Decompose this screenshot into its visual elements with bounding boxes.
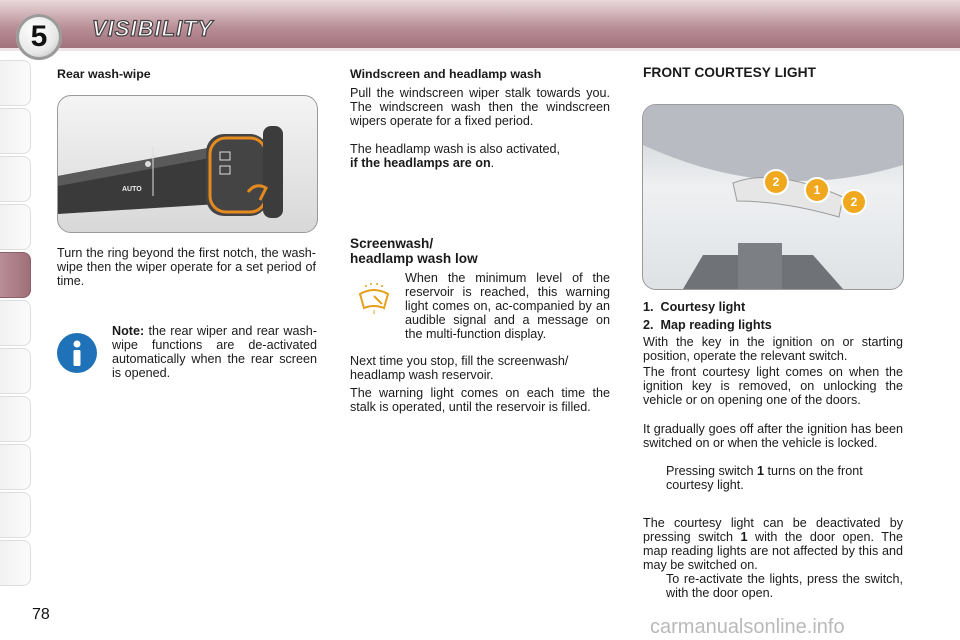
- screenwash-heading: [350, 236, 478, 266]
- screenwash-heading-line2: headlamp wash low: [350, 251, 478, 266]
- chapter-tab[interactable]: [0, 540, 31, 586]
- courtesy-bullet-1: [643, 464, 903, 492]
- bullet-2-text: To re-activate the lights, press the switch, with the door open.: [666, 572, 903, 600]
- chapter-tab[interactable]: [0, 156, 31, 202]
- chapter-tab[interactable]: [0, 396, 31, 442]
- list-item: [643, 318, 903, 332]
- chapter-number: 5: [30, 20, 48, 53]
- courtesy-para1: With the key in the ignition on or starting position, operate the relevant switch.: [643, 335, 903, 363]
- chapter-tab[interactable]: [0, 348, 31, 394]
- chapter-badge: [16, 14, 62, 60]
- courtesy-bullet-2: [643, 572, 903, 600]
- chapter-tab[interactable]: [0, 444, 31, 490]
- watermark: carmanualsonline.info: [650, 616, 845, 638]
- courtesy-light-photo: [642, 104, 904, 290]
- windscreen-wash-para1: Pull the windscreen wiper stalk towards you. The windscreen wash then the windscreen wipers operate for a fixed period.: [350, 86, 610, 128]
- para2-bold: if the headlamps are on: [350, 156, 491, 170]
- screenwash-heading-line1: Screenwash/: [350, 236, 434, 251]
- para4-pre: The courtesy light can be deactivated by pressing switch: [643, 516, 903, 544]
- chapter-tab[interactable]: [0, 108, 31, 154]
- chapter-tab-active[interactable]: [0, 252, 31, 298]
- chapter-tab[interactable]: [0, 300, 31, 346]
- marker-2-right: 2: [841, 189, 867, 215]
- auto-label: AUTO: [122, 186, 142, 193]
- courtesy-light-list: [643, 300, 903, 332]
- para4-bold: 1: [740, 530, 748, 544]
- wiper-stalk-drawing: [58, 96, 317, 232]
- washer-fluid-warning-icon: [356, 282, 392, 316]
- marker-2-left: 2: [763, 169, 789, 195]
- stalk-arrow-label: ◀◀: [250, 126, 263, 135]
- courtesy-para3: It gradually goes off after the ignition has been switched on or when the vehicle is locked.: [643, 422, 903, 450]
- chapter-tabs: [0, 60, 34, 580]
- marker-1: 1: [804, 177, 830, 203]
- para2-text: The headlamp wash is also activated,: [350, 142, 561, 156]
- page-number: 78: [32, 606, 50, 623]
- rear-wash-wipe-heading: Rear wash-wipe: [57, 67, 151, 81]
- screenwash-para3: Next time you stop, fill the screenwash/ headlamp wash reservoir.: [350, 354, 569, 382]
- windscreen-wash-heading: Windscreen and headlamp wash: [350, 67, 542, 81]
- list-label: Courtesy light: [660, 300, 746, 314]
- rear-wash-wipe-text: Turn the ring beyond the first notch, the wash-wipe then the wiper operate for a set period of time.: [57, 246, 316, 288]
- windscreen-wash-para2: [350, 142, 610, 170]
- bullet1-bold: 1: [757, 464, 765, 478]
- chapter-title: VISIBILITY: [92, 16, 214, 41]
- courtesy-para4: [643, 516, 903, 572]
- header-divider: [0, 48, 960, 51]
- courtesy-para2: The front courtesy light comes on when the ignition key is removed, on unlocking the vehicle or on opening one of the doors.: [643, 365, 903, 407]
- list-num: 2.: [643, 318, 654, 332]
- bullet1-pre: Pressing switch: [666, 464, 757, 478]
- note-body: the rear wiper and rear wash-wipe functions are de-activated automatically when the rear screen is opened.: [112, 324, 317, 380]
- bullet1-post: turns on the front courtesy light.: [666, 464, 863, 492]
- courtesy-light-heading: FRONT COURTESY LIGHT: [643, 65, 816, 80]
- para2-end: .: [490, 156, 495, 170]
- bullet-1-text: [666, 464, 903, 492]
- note-label: Note:: [112, 324, 145, 338]
- note-text: [112, 324, 317, 380]
- stalk-illustration: [57, 95, 318, 233]
- screenwash-para4: The warning light comes on each time the stalk is operated, until the reservoir is filled.: [350, 386, 610, 414]
- para4-post: with the door open. The map reading lights are not affected by this and may be switched on.: [643, 530, 903, 572]
- info-icon: [57, 333, 97, 373]
- list-item: [643, 300, 903, 314]
- chapter-tab[interactable]: [0, 492, 31, 538]
- list-label: Map reading lights: [660, 318, 772, 332]
- chapter-tab[interactable]: [0, 204, 31, 250]
- chapter-tab[interactable]: [0, 60, 31, 106]
- list-num: 1.: [643, 300, 654, 314]
- warning-text: When the minimum level of the reservoir is reached, this warning light comes on, ac-companied by an audible signal and a message on the multi-function display.: [405, 271, 610, 341]
